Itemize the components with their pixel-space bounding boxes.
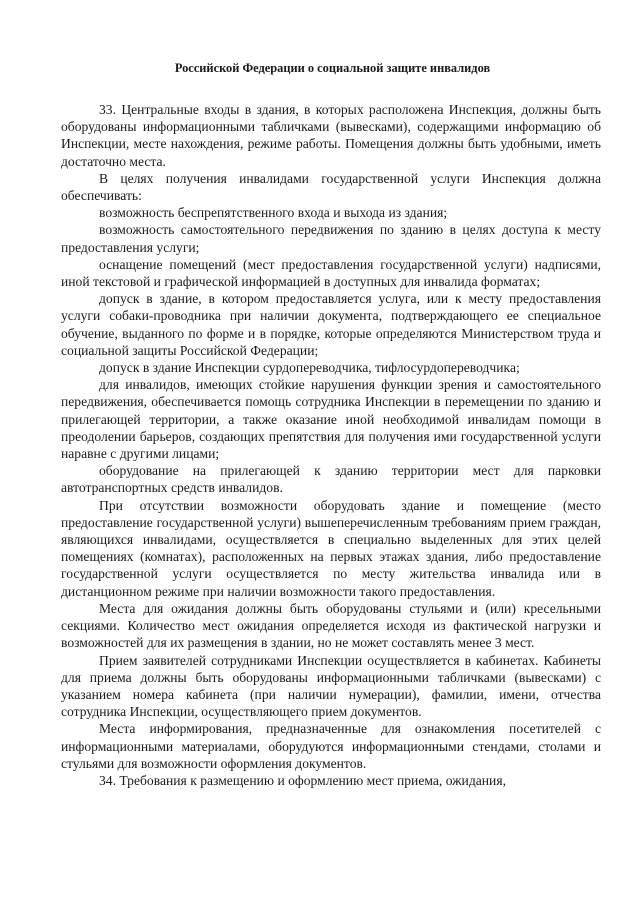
paragraph-guide-dog: допуск в здание, в котором предоставляется услуга, или к месту предоставления услуги собаки-проводника при наличии документа, подтверждающего ее специальное обучение, выданного по форме и в порядке, которые определяются Министерством труда и социальной защиты Российской Федерации; [61,291,601,358]
paragraph-self-movement: возможность самостоятельного передвижения по зданию в целях доступа к месту предоставления услуги; [61,222,601,255]
paragraph-alternative-reception: При отсутствии возможности оборудовать здание и помещение (место предоставление государственной услуги) вышеперечисленным требованиям прием граждан, являющихся инвалидами, осуществляется в специально выделенных для этих целей помещениях (комнатах), расположенных на первых этажах здания, либо предоставление государственной услуги осуществляется по месту жительства инвалида или в дистанционном режиме при наличии возможности такого предоставления. [61,497,601,599]
document-heading: Российской Федерации о социальной защите инвалидов [174,61,491,75]
paragraph-parking: оборудование на прилегающей к зданию территории мест для парковки автотранспортных средств инвалидов. [61,463,601,496]
paragraph-34-requirements: 34. Требования к размещению и оформлению мест приема, ожидания, [99,772,506,788]
paragraph-free-entry: возможность беспрепятственного входа и выхода из здания; [99,205,448,221]
paragraph-33-entrances: 33. Центральные входы в здания, в которых расположена Инспекция, должны быть оборудованы информационными табличками (вывесками), содержащими информацию об Инспекции, месте нахождения, режиме работы. Помещения должны быть удобными, иметь достаточно места. [61,102,601,169]
document-body [61,101,601,789]
paragraph-obligations-intro: В целях получения инвалидами государственной услуги Инспекция должна обеспечивать: [61,170,601,204]
paragraph-reception-offices: Прием заявителей сотрудниками Инспекции осуществляется в кабинетах. Кабинеты для приема должны быть оборудованы информационными табличками (вывесками) с указанием номера кабинета (при наличии нумерации), фамилии, имени, отчества сотрудника Инспекции, осуществляющего прием документов. [61,652,601,720]
paragraph-waiting-places: Места для ожидания должны быть оборудованы стульями и (или) кресельными секциями. Количество мест ожидания определяется исходя из фактической нагрузки и возможностей для их размещения в здании, но не может составлять менее 3 мест. [61,600,601,651]
paragraph-sign-interpreter: допуск в здание Инспекции сурдопереводчика, тифлосурдопереводчика; [99,360,520,376]
paragraph-signage: оснащение помещений (мест предоставления государственной услуги) надписями, иной текстовой и графической информацией в доступных для инвалида форматах; [61,256,601,290]
paragraph-information-places: Места информирования, предназначенные для ознакомления посетителей с информационными материалами, оборудуются информационными стендами, столами и стульями для возможности оформления документов. [61,721,601,771]
paragraph-staff-assistance: для инвалидов, имеющих стойкие нарушения функции зрения и самостоятельного передвижения, обеспечивается помощь сотрудника Инспекции в перемещении по зданию и прилегающей территории, а также оказание иной необходимой инвалидам помощи в преодолении барьеров, создающих препятствия для получения ими государственной услуги наравне с другими лицами; [61,377,601,462]
